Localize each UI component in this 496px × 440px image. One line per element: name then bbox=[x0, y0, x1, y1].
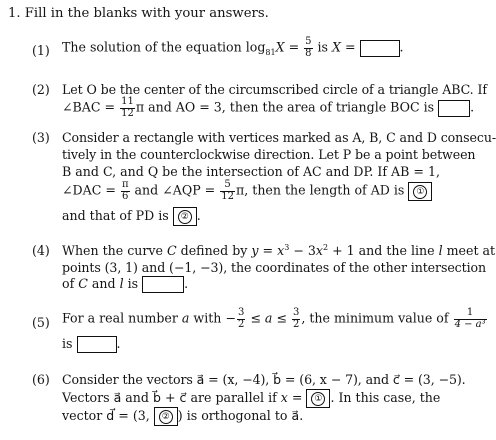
q3-line-2: tively in the counterclockwise direction. Let P be a point between bbox=[62, 147, 476, 162]
q3-number: (3) bbox=[32, 130, 50, 145]
q1-line: The solution of the equation $\log_{81}X$ = $\frac{5}{8}$ is X = . bbox=[62, 36, 404, 59]
q1-log-base: 81 bbox=[265, 48, 276, 58]
q5-line-1: For a real number a with − $\frac{3}{2}$ ≤ a ≤ $\frac{3}{2}$ , the minimum value of $\frac{1}{\text{4 − a³}}$ bbox=[62, 307, 486, 330]
q1-number: (1) bbox=[32, 43, 50, 58]
q2-line-2: ∠BAC = $\frac{11}{12}$ π and AO = 3, then the area of triangle BOC is . bbox=[62, 96, 475, 119]
q5-fraction-1: $\frac{3}{2}$ bbox=[237, 307, 245, 330]
circled-one-label: ① bbox=[413, 185, 427, 199]
q4-line-2: points (3, 1) and (−1, −3), the coordinates of the other intersection bbox=[62, 260, 487, 275]
q3-fraction-1: $\frac{\pi}{6}$ bbox=[121, 179, 129, 202]
q6-line-3: vector d⃗ = (3, ② ) is orthogonal to a⃗. bbox=[62, 407, 303, 426]
q2-fraction: $\frac{11}{12}$ bbox=[121, 96, 134, 119]
q4-answer-box[interactable] bbox=[142, 276, 184, 293]
q5-fraction-2: $\frac{3}{2}$ bbox=[292, 307, 300, 330]
q2-answer-box[interactable] bbox=[438, 100, 470, 117]
q3-fraction-2: $\frac{5}{12}$ bbox=[221, 179, 234, 202]
q6-line-2: Vectors a⃗ and b⃗ + c⃗ are parallel if x = ① . In this case, the bbox=[62, 389, 440, 408]
q3-line-5: and that of PD is ② . bbox=[62, 207, 201, 226]
q5-answer-box[interactable] bbox=[77, 336, 117, 353]
q3-line-4: ∠DAC = $\frac{\pi}{6}$ and ∠AQP = $\frac{5}{12}$ π, then the length of AD is ① bbox=[62, 180, 432, 202]
q3-line-1: Consider a rectangle with vertices marked as A, B, C and D consecu- bbox=[62, 130, 496, 145]
q6-number: (6) bbox=[32, 372, 50, 387]
q3-answer-box-1[interactable] bbox=[408, 182, 432, 201]
q4-number: (4) bbox=[32, 243, 50, 258]
q2-number: (2) bbox=[32, 82, 50, 97]
q1-fraction: $\frac{5}{8}$ bbox=[305, 36, 312, 59]
q1-answer-box[interactable] bbox=[360, 40, 400, 57]
q6-answer-box-2[interactable] bbox=[154, 407, 178, 426]
q4-line-1: When the curve C defined by $y = x^3 - 3x^2 + 1$ and the line l meet at bbox=[62, 243, 496, 259]
circled-one-label: ① bbox=[311, 392, 325, 406]
q5-number: (5) bbox=[32, 315, 50, 330]
q2-line-1: Let O be the center of the circumscribed circle of a triangle ABC. If bbox=[62, 82, 487, 97]
q6-line-1: Consider the vectors a⃗ = (x, −4), b⃗ = (6, x − 7), and c⃗ = (3, −5). bbox=[62, 372, 466, 387]
circled-two-label: ② bbox=[178, 210, 192, 224]
q6-answer-box-1[interactable] bbox=[306, 389, 330, 408]
q3-line-3: B and C, and Q be the intersection of AC and DP. If AB = 1, bbox=[62, 164, 440, 179]
q5-line-2: is . bbox=[62, 336, 121, 351]
q4-line-3: of C and l is . bbox=[62, 276, 189, 291]
q5-fraction-3: $\frac{1}{\text{4 − a³}}$ bbox=[454, 307, 486, 330]
q3-answer-box-2[interactable] bbox=[173, 207, 197, 226]
section-heading: 1. Fill in the blanks with your answers. bbox=[8, 6, 269, 21]
circled-two-label: ② bbox=[159, 410, 173, 424]
